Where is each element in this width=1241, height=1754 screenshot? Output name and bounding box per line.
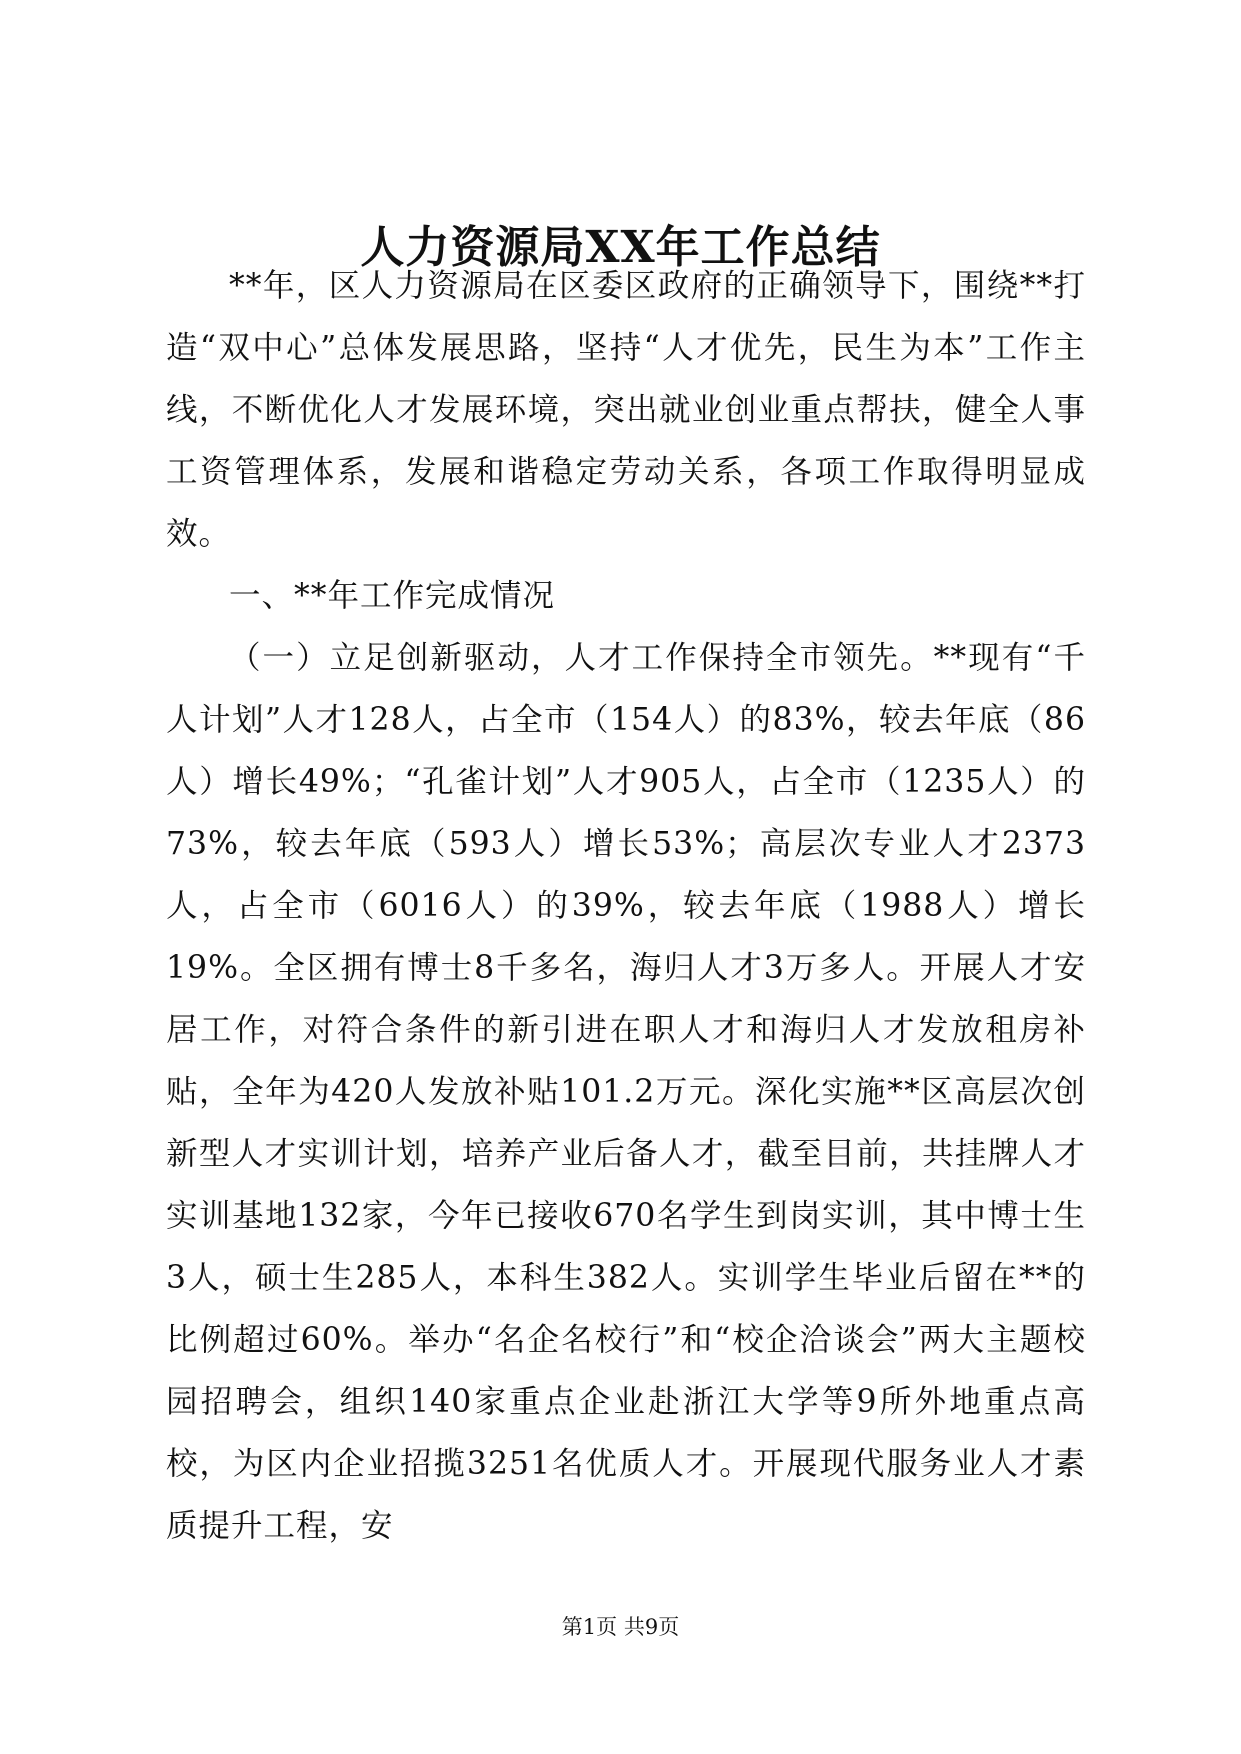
section-heading: 一、**年工作完成情况	[229, 578, 556, 614]
intro-paragraph: **年，区人力资源局在区委区政府的正确领导下，围绕**打造“双中心”总体发展思路，坚持“人才优先，民生为本”工作主线，不断优化人才发展环境，突出就业创业重点帮扶，健全人事工资管理体系，发展和谐稳定劳动关系，各项工作取得明显成效。	[166, 268, 1086, 552]
document-body	[166, 255, 1086, 1557]
page-footer: 第1页 共9页	[561, 1615, 680, 1639]
subsection-paragraph: （一）立足创新驱动，人才工作保持全市领先。**现有“千人计划”人才128人，占全市（154人）的83%，较去年底（86人）增长49%；“孔雀计划”人才905人，占全市（1235人）的73%，较去年底（593人）增长53%；高层次专业人才2373人，占全市（6016人）的39%，较去年底（1988人）增长19%。全区拥有博士8千多名，海归人才3万多人。开展人才安居工作，对符合条件的新引进在职人才和海归人才发放租房补贴，全年为420人发放补贴101.2万元。深化实施**区高层次创新型人才实训计划，培养产业后备人才，截至目前，共挂牌人才实训基地132家，今年已接收670名学生到岗实训，其中博士生3人，硕士生285人，本科生382人。实训学生毕业后留在**的比例超过60%。举办“名企名校行”和“校企洽谈会”两大主题校园招聘会，组织140家重点企业赴浙江大学等9所外地重点高校，为区内企业招揽3251名优质人才。开展现代服务业人才素质提升工程，安	[166, 640, 1086, 1544]
document-title: 人力资源局XX年工作总结	[360, 222, 881, 273]
